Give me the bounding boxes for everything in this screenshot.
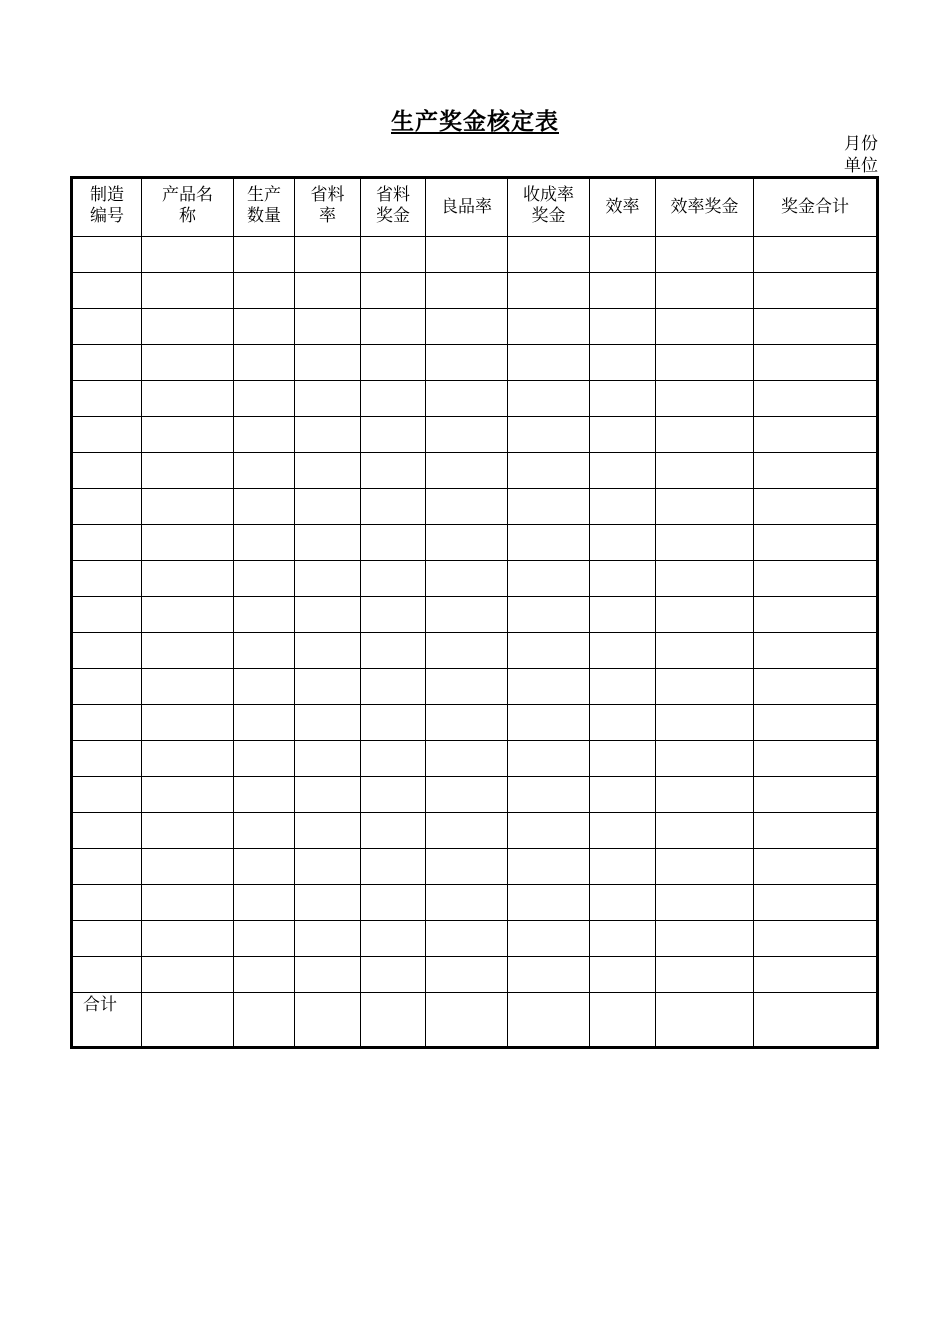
table-cell[interactable] — [754, 237, 878, 273]
table-cell[interactable] — [234, 489, 295, 525]
document-title: 生产奖金核定表 — [391, 109, 559, 135]
table-cell[interactable] — [295, 669, 361, 705]
table-cell[interactable] — [508, 525, 590, 561]
table-cell[interactable] — [72, 489, 142, 525]
table-cell[interactable] — [754, 417, 878, 453]
table-cell[interactable] — [754, 597, 878, 633]
table-cell[interactable] — [508, 921, 590, 957]
table-cell[interactable] — [656, 705, 754, 741]
table-cell[interactable] — [754, 741, 878, 777]
table-cell[interactable] — [142, 381, 234, 417]
table-cell[interactable] — [656, 777, 754, 813]
table-cell[interactable] — [295, 309, 361, 345]
table-cell[interactable] — [234, 849, 295, 885]
table-cell[interactable] — [426, 525, 508, 561]
table-cell[interactable] — [72, 705, 142, 741]
bonus-table — [70, 176, 879, 1049]
table-cell[interactable] — [508, 417, 590, 453]
table-cell[interactable] — [426, 813, 508, 849]
table-cell[interactable] — [754, 921, 878, 957]
table-cell[interactable] — [361, 705, 426, 741]
table-cell[interactable] — [295, 705, 361, 741]
col-header-efficiency: 效率 — [590, 178, 656, 237]
table-cell[interactable] — [656, 957, 754, 993]
table-cell[interactable] — [508, 669, 590, 705]
table-cell[interactable] — [508, 741, 590, 777]
table-cell[interactable] — [590, 561, 656, 597]
table-cell[interactable] — [142, 345, 234, 381]
table-cell[interactable] — [426, 993, 508, 1048]
table-cell[interactable] — [426, 345, 508, 381]
table-cell[interactable] — [234, 309, 295, 345]
table-cell[interactable] — [361, 417, 426, 453]
table-cell[interactable] — [361, 633, 426, 669]
table-cell[interactable] — [508, 993, 590, 1048]
table-cell[interactable] — [656, 993, 754, 1048]
table-cell[interactable] — [508, 381, 590, 417]
table-cell[interactable] — [508, 777, 590, 813]
table-cell[interactable] — [590, 885, 656, 921]
table-cell[interactable] — [426, 381, 508, 417]
table-row — [72, 813, 878, 849]
table-cell[interactable] — [426, 777, 508, 813]
table-cell[interactable] — [508, 597, 590, 633]
table-cell[interactable] — [234, 777, 295, 813]
table-cell[interactable] — [426, 273, 508, 309]
table-cell[interactable] — [656, 885, 754, 921]
table-cell[interactable] — [295, 993, 361, 1048]
table-cell[interactable] — [754, 669, 878, 705]
table-cell[interactable] — [361, 561, 426, 597]
table-cell[interactable] — [508, 885, 590, 921]
table-row — [72, 741, 878, 777]
table-cell[interactable] — [361, 309, 426, 345]
table-cell[interactable] — [656, 345, 754, 381]
table-cell[interactable] — [426, 705, 508, 741]
table-cell[interactable] — [590, 741, 656, 777]
table-cell[interactable] — [361, 993, 426, 1048]
table-cell[interactable] — [426, 489, 508, 525]
table-cell[interactable] — [295, 525, 361, 561]
table-cell[interactable] — [361, 489, 426, 525]
table-row — [72, 237, 878, 273]
table-cell[interactable] — [142, 453, 234, 489]
table-cell[interactable] — [508, 489, 590, 525]
table-cell[interactable] — [508, 309, 590, 345]
unit-label: 单位 — [844, 156, 878, 176]
table-cell[interactable] — [142, 885, 234, 921]
table-cell[interactable] — [72, 777, 142, 813]
table-cell[interactable] — [361, 345, 426, 381]
table-cell[interactable] — [754, 561, 878, 597]
table-cell[interactable] — [754, 489, 878, 525]
table-cell[interactable] — [295, 849, 361, 885]
table-cell[interactable] — [656, 489, 754, 525]
table-cell[interactable] — [142, 597, 234, 633]
table-cell[interactable] — [234, 525, 295, 561]
col-header-yield-rate: 良品率 — [426, 178, 508, 237]
table-cell[interactable] — [295, 921, 361, 957]
table-cell[interactable] — [508, 345, 590, 381]
table-cell[interactable] — [590, 453, 656, 489]
table-cell[interactable] — [142, 993, 234, 1048]
table-cell[interactable] — [234, 885, 295, 921]
table-cell[interactable] — [426, 453, 508, 489]
table-cell[interactable] — [754, 813, 878, 849]
table-cell[interactable] — [295, 417, 361, 453]
col-header-bonus-total: 奖金合计 — [754, 178, 878, 237]
col-header-efficiency-bonus: 效率奖金 — [656, 178, 754, 237]
table-cell[interactable] — [426, 741, 508, 777]
table-cell[interactable] — [142, 633, 234, 669]
table-cell[interactable] — [590, 813, 656, 849]
table-cell[interactable] — [590, 309, 656, 345]
table-cell[interactable] — [234, 381, 295, 417]
table-cell[interactable] — [72, 957, 142, 993]
table-cell[interactable] — [234, 921, 295, 957]
table-cell[interactable] — [295, 273, 361, 309]
table-cell[interactable] — [426, 597, 508, 633]
table-cell[interactable] — [72, 561, 142, 597]
table-cell[interactable] — [754, 885, 878, 921]
table-cell[interactable] — [72, 921, 142, 957]
table-cell[interactable] — [656, 741, 754, 777]
table-cell[interactable] — [590, 633, 656, 669]
table-cell[interactable] — [142, 489, 234, 525]
table-cell[interactable] — [590, 381, 656, 417]
table-cell[interactable] — [590, 849, 656, 885]
table-cell[interactable] — [234, 237, 295, 273]
table-cell[interactable] — [754, 525, 878, 561]
col-header-material-saving-rate: 省料 率 — [295, 178, 361, 237]
table-cell[interactable] — [426, 885, 508, 921]
table-cell[interactable] — [754, 849, 878, 885]
table-cell[interactable] — [426, 957, 508, 993]
table-cell[interactable] — [656, 633, 754, 669]
table-cell[interactable] — [590, 237, 656, 273]
table-cell[interactable] — [142, 561, 234, 597]
table-row — [72, 633, 878, 669]
table-cell[interactable] — [72, 669, 142, 705]
table-cell[interactable] — [656, 813, 754, 849]
table-cell[interactable] — [361, 597, 426, 633]
table-cell[interactable] — [234, 633, 295, 669]
table-cell[interactable] — [234, 705, 295, 741]
table-cell[interactable] — [295, 813, 361, 849]
table-row — [72, 849, 878, 885]
table-cell[interactable] — [234, 417, 295, 453]
table-cell[interactable] — [361, 669, 426, 705]
table-cell[interactable] — [656, 237, 754, 273]
total-row-label: 合计 — [72, 993, 142, 1048]
col-header-material-saving-bonus: 省料 奖金 — [361, 178, 426, 237]
table-cell[interactable] — [361, 849, 426, 885]
table-cell[interactable] — [72, 381, 142, 417]
col-header-manufacturing-no: 制造 编号 — [72, 178, 142, 237]
table-row — [72, 381, 878, 417]
table-cell[interactable] — [656, 561, 754, 597]
table-cell[interactable] — [234, 561, 295, 597]
table-cell[interactable] — [234, 741, 295, 777]
table-cell[interactable] — [426, 417, 508, 453]
table-cell[interactable] — [656, 921, 754, 957]
table-cell[interactable] — [72, 597, 142, 633]
table-cell[interactable] — [361, 921, 426, 957]
table-cell[interactable] — [142, 921, 234, 957]
table-cell[interactable] — [656, 273, 754, 309]
table-row — [72, 669, 878, 705]
table-cell[interactable] — [656, 309, 754, 345]
table-row — [72, 489, 878, 525]
table-cell[interactable] — [142, 741, 234, 777]
table-body — [72, 237, 878, 1048]
table-cell[interactable] — [656, 597, 754, 633]
table-cell[interactable] — [295, 885, 361, 921]
table-cell[interactable] — [508, 813, 590, 849]
table-cell[interactable] — [72, 273, 142, 309]
table-cell[interactable] — [590, 921, 656, 957]
table-cell[interactable] — [361, 237, 426, 273]
table-cell[interactable] — [142, 705, 234, 741]
month-label: 月份 — [844, 134, 878, 154]
table-cell[interactable] — [754, 273, 878, 309]
table-cell[interactable] — [426, 561, 508, 597]
table-cell[interactable] — [72, 885, 142, 921]
table-cell[interactable] — [295, 561, 361, 597]
table-cell[interactable] — [426, 669, 508, 705]
table-cell[interactable] — [508, 273, 590, 309]
table-cell[interactable] — [656, 417, 754, 453]
header-row — [72, 178, 878, 237]
table-cell[interactable] — [295, 957, 361, 993]
table-cell[interactable] — [590, 417, 656, 453]
table-cell[interactable] — [508, 453, 590, 489]
table-cell[interactable] — [361, 813, 426, 849]
table-cell[interactable] — [361, 453, 426, 489]
table-cell[interactable] — [508, 633, 590, 669]
table-row — [72, 345, 878, 381]
table-cell[interactable] — [72, 525, 142, 561]
table-row — [72, 597, 878, 633]
table-cell[interactable] — [656, 381, 754, 417]
table-cell[interactable] — [361, 273, 426, 309]
table-cell[interactable] — [508, 957, 590, 993]
table-cell[interactable] — [234, 273, 295, 309]
table-cell[interactable] — [295, 741, 361, 777]
table-cell[interactable] — [508, 237, 590, 273]
table-row — [72, 561, 878, 597]
table-cell[interactable] — [142, 777, 234, 813]
table-cell[interactable] — [361, 777, 426, 813]
table-cell[interactable] — [295, 345, 361, 381]
table-cell[interactable] — [234, 669, 295, 705]
table-cell[interactable] — [72, 633, 142, 669]
table-cell[interactable] — [590, 345, 656, 381]
table-cell[interactable] — [234, 597, 295, 633]
table-cell[interactable] — [590, 597, 656, 633]
table-cell[interactable] — [361, 885, 426, 921]
table-row — [72, 453, 878, 489]
table-cell[interactable] — [590, 669, 656, 705]
table-cell[interactable] — [234, 957, 295, 993]
col-header-product-name: 产品名 称 — [142, 178, 234, 237]
table-cell[interactable] — [426, 921, 508, 957]
table-cell[interactable] — [754, 453, 878, 489]
table-cell[interactable] — [590, 525, 656, 561]
table-cell[interactable] — [656, 525, 754, 561]
table-cell[interactable] — [142, 525, 234, 561]
table-row — [72, 777, 878, 813]
table-cell[interactable] — [656, 453, 754, 489]
table-cell[interactable] — [142, 813, 234, 849]
table-cell[interactable] — [590, 957, 656, 993]
table-cell[interactable] — [361, 741, 426, 777]
table-cell[interactable] — [508, 849, 590, 885]
table-row — [72, 957, 878, 993]
table-cell[interactable] — [295, 237, 361, 273]
table-row — [72, 309, 878, 345]
table-cell[interactable] — [295, 453, 361, 489]
table-row — [72, 417, 878, 453]
table-cell[interactable] — [234, 993, 295, 1048]
table-cell[interactable] — [295, 381, 361, 417]
table-cell[interactable] — [295, 777, 361, 813]
col-header-production-qty: 生产 数量 — [234, 178, 295, 237]
table-cell[interactable] — [754, 345, 878, 381]
table-cell[interactable] — [72, 849, 142, 885]
table-row — [72, 705, 878, 741]
table-cell[interactable] — [508, 561, 590, 597]
table-cell[interactable] — [72, 453, 142, 489]
table-cell[interactable] — [72, 417, 142, 453]
table-cell[interactable] — [142, 957, 234, 993]
total-row — [72, 993, 878, 1048]
table-cell[interactable] — [754, 381, 878, 417]
table-cell[interactable] — [72, 741, 142, 777]
table-cell[interactable] — [426, 237, 508, 273]
table-cell[interactable] — [426, 633, 508, 669]
table-cell[interactable] — [72, 813, 142, 849]
table-cell[interactable] — [295, 597, 361, 633]
table-cell[interactable] — [590, 705, 656, 741]
table-cell[interactable] — [142, 669, 234, 705]
table-cell[interactable] — [234, 453, 295, 489]
table-cell[interactable] — [142, 309, 234, 345]
table-row — [72, 921, 878, 957]
table-cell[interactable] — [234, 345, 295, 381]
table-row — [72, 273, 878, 309]
table-cell[interactable] — [590, 489, 656, 525]
table-cell[interactable] — [361, 525, 426, 561]
table-cell[interactable] — [361, 381, 426, 417]
table-cell[interactable] — [142, 273, 234, 309]
table-cell[interactable] — [295, 633, 361, 669]
table-cell[interactable] — [361, 957, 426, 993]
table-cell[interactable] — [590, 777, 656, 813]
table-cell[interactable] — [754, 777, 878, 813]
table-cell[interactable] — [426, 849, 508, 885]
table-cell[interactable] — [590, 273, 656, 309]
table-cell[interactable] — [142, 417, 234, 453]
table-row — [72, 885, 878, 921]
table-cell[interactable] — [590, 993, 656, 1048]
table-cell[interactable] — [754, 705, 878, 741]
table-cell[interactable] — [72, 237, 142, 273]
table-cell[interactable] — [295, 489, 361, 525]
table-cell[interactable] — [754, 309, 878, 345]
table-cell[interactable] — [142, 237, 234, 273]
table-cell[interactable] — [426, 309, 508, 345]
table-row — [72, 525, 878, 561]
table-cell[interactable] — [754, 957, 878, 993]
table-cell[interactable] — [72, 345, 142, 381]
col-header-harvest-rate-bonus: 收成率 奖金 — [508, 178, 590, 237]
table-cell[interactable] — [234, 813, 295, 849]
table-cell[interactable] — [656, 849, 754, 885]
table-cell[interactable] — [754, 993, 878, 1048]
table-cell[interactable] — [72, 309, 142, 345]
table-cell[interactable] — [508, 705, 590, 741]
table-cell[interactable] — [656, 669, 754, 705]
table-cell[interactable] — [142, 849, 234, 885]
table-cell[interactable] — [754, 633, 878, 669]
